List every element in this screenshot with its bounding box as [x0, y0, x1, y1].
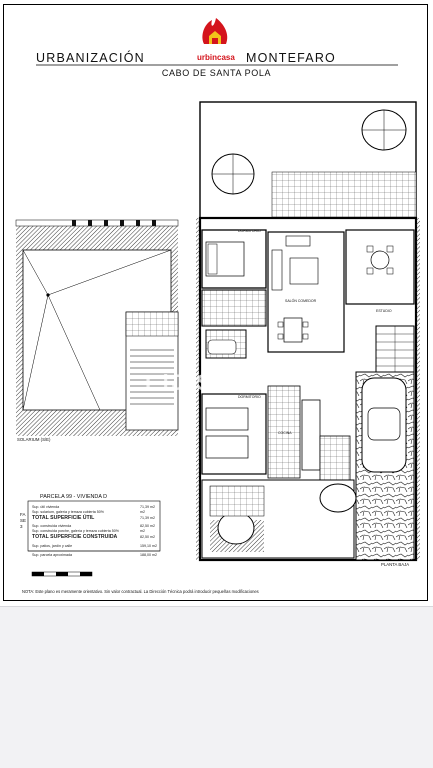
subtitle: CABO DE SANTA POLA [161, 68, 272, 78]
svg-text:DORMITORIO: DORMITORIO [238, 229, 261, 233]
util-row-value: m2 [140, 510, 145, 514]
svg-text:COCINA: COCINA [278, 431, 292, 435]
construida-row-value: 82,50 m2 [140, 524, 155, 528]
construida-row-label: Sup. construida porche, galería y terraza cubierta 50% [32, 529, 119, 533]
house-plan [196, 102, 420, 560]
extra-row-label: Sup. parcela aproximada [32, 553, 72, 557]
solarium-plan [16, 220, 178, 436]
planta-label: PLANTA BAJA [381, 562, 410, 567]
extra-row-value: 159,10 m2 [140, 544, 157, 548]
footer-note: NOTA: Este plano es meramente orientativo. Sin valor contractual. La Dirección Técnica podrá introducir pequeñas modificaciones [22, 589, 259, 594]
title-left: URBANIZACIÓN [36, 51, 145, 65]
total-util-label: TOTAL SUPERFICIE ÚTIL [32, 515, 95, 521]
brand-name: urbincasa [197, 53, 235, 62]
total-util-value: 71,39 m2 [140, 516, 155, 520]
solarium-label: SOLARIUM (S/E) [17, 437, 51, 442]
total-construida-value: 82,50 m2 [140, 535, 155, 539]
parcela-label: PARCELA 99 - VIVIENDA D [40, 494, 108, 500]
extra-row-label: Sup. patios, jardín y calle [32, 544, 73, 548]
extra-row-value: 188,00 m2 [140, 553, 157, 557]
svg-text:DORMITORIO: DORMITORIO [238, 395, 261, 399]
watermark: ElJ.SeSa [145, 370, 262, 395]
construida-row-value: m2 [140, 529, 145, 533]
fase-label: FASE 3 [20, 512, 27, 529]
total-construida-label: TOTAL SUPERFICIE CONSTRUIDA [32, 534, 118, 540]
util-row-value: 71,39 m2 [140, 505, 155, 509]
scale-bar [32, 572, 92, 576]
construida-row-label: Sup. construida vivienda [32, 524, 72, 528]
svg-text:SALÓN COMEDOR: SALÓN COMEDOR [285, 299, 317, 303]
title-right: MONTEFARO [246, 51, 336, 65]
util-row-label: Sup. solarium, galería y terraza cubierta 50% [32, 510, 104, 514]
svg-text:ESTUDIO: ESTUDIO [376, 309, 392, 313]
util-row-label: Sup. útil vivienda [32, 505, 60, 509]
